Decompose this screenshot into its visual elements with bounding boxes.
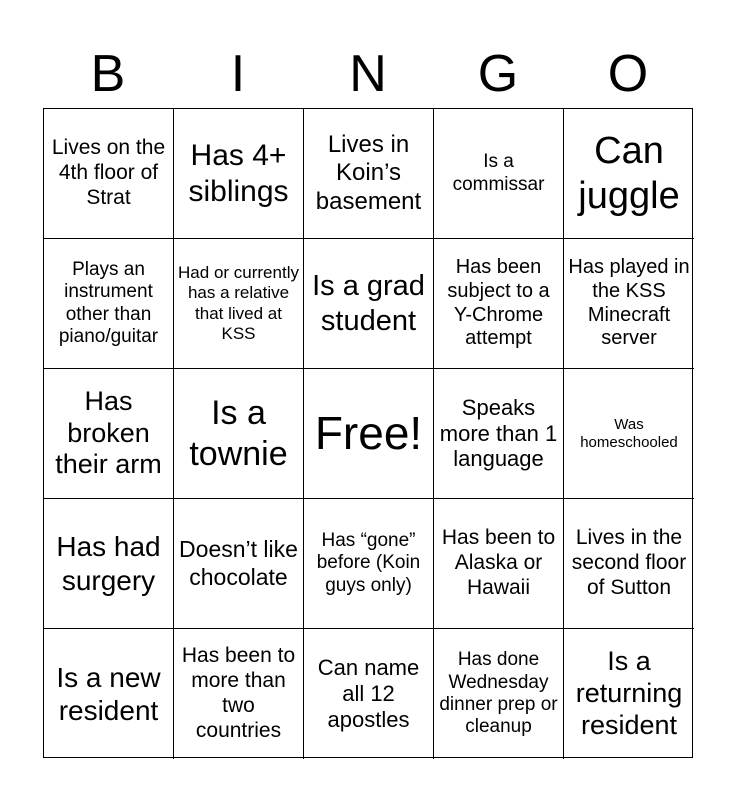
bingo-cell-n4[interactable]: Has “gone” before (Koin guys only) [304, 499, 434, 629]
bingo-cell-g3[interactable]: Speaks more than 1 language [434, 369, 564, 499]
header-letter-b: B [90, 45, 126, 103]
bingo-board [43, 108, 693, 758]
bingo-cell-o3[interactable]: Was homeschooled [564, 369, 694, 499]
bingo-cell-b4[interactable]: Has had surgery [44, 499, 174, 629]
header-letter-i: I [230, 45, 246, 103]
bingo-cell-n3[interactable]: Free! [304, 369, 434, 499]
bingo-cell-i1[interactable]: Has 4+ siblings [174, 109, 304, 239]
bingo-header [43, 40, 693, 108]
bingo-cell-n5[interactable]: Can name all 12 apostles [304, 629, 434, 759]
bingo-cell-g5[interactable]: Has done Wednesday dinner prep or cleanup [434, 629, 564, 759]
bingo-cell-g4[interactable]: Has been to Alaska or Hawaii [434, 499, 564, 629]
bingo-cell-b5[interactable]: Is a new resident [44, 629, 174, 759]
header-letter-o: O [607, 45, 649, 103]
bingo-cell-o2[interactable]: Has played in the KSS Minecraft server [564, 239, 694, 369]
bingo-cell-g1[interactable]: Is a commissar [434, 109, 564, 239]
bingo-cell-b1[interactable]: Lives on the 4th floor of Strat [44, 109, 174, 239]
bingo-cell-g2[interactable]: Has been subject to a Y-Chrome attempt [434, 239, 564, 369]
bingo-cell-i3[interactable]: Is a townie [174, 369, 304, 499]
bingo-cell-b2[interactable]: Plays an instrument other than piano/guitar [44, 239, 174, 369]
bingo-cell-o1[interactable]: Can juggle [564, 109, 694, 239]
bingo-cell-i5[interactable]: Has been to more than two countries [174, 629, 304, 759]
bingo-cell-o4[interactable]: Lives in the second floor of Sutton [564, 499, 694, 629]
bingo-cell-n1[interactable]: Lives in Koin’s basement [304, 109, 434, 239]
header-letter-g: G [477, 45, 519, 103]
bingo-cell-i4[interactable]: Doesn’t like chocolate [174, 499, 304, 629]
bingo-cell-i2[interactable]: Had or currently has a relative that lived at KSS [174, 239, 304, 369]
bingo-cell-b3[interactable]: Has broken their arm [44, 369, 174, 499]
bingo-cell-n2[interactable]: Is a grad student [304, 239, 434, 369]
header-letter-n: N [349, 45, 387, 103]
bingo-cell-o5[interactable]: Is a returning resident [575, 646, 683, 740]
